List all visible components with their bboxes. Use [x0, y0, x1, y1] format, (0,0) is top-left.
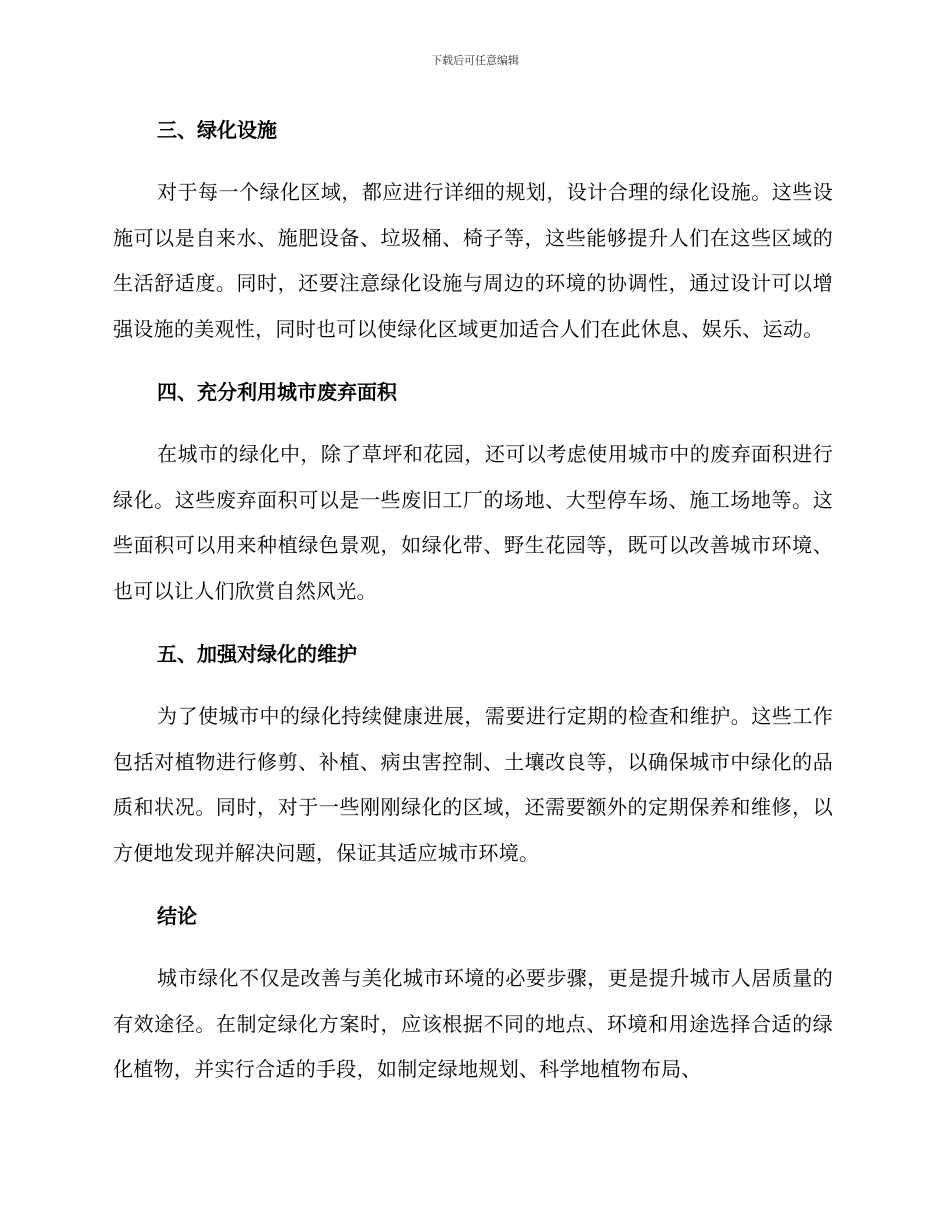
- page-header: 下载后可任意编辑: [431, 54, 519, 67]
- section-paragraph: 在城市的绿化中，除了草坪和花园，还可以考虑使用城市中的废弃面积进行绿化。这些废弃面积可以是一些废旧工厂的场地、大型停车场、施工场地等。这些面积可以用来种植绿色景观，如绿化带、野生花园等，既可以改善城市环境、也可以让人们欣赏自然风光。: [113, 442, 833, 603]
- section-paragraph: 对于每一个绿化区域，都应进行详细的规划，设计合理的绿化设施。这些设施可以是自来水、施肥设备、垃圾桶、椅子等，这些能够提升人们在这些区域的生活舒适度。同时，还要注意绿化设施与周边的环境的协调性，通过设计可以增强设施的美观性，同时也可以使绿化区域更加适合人们在此休息、娱乐、运动。: [113, 180, 833, 341]
- section-paragraph: 城市绿化不仅是改善与美化城市环境的必要步骤，更是提升城市人居质量的有效途径。在制定绿化方案时，应该根据不同的地点、环境和用途选择合适的绿化植物，并实行合适的手段，如制定绿地规划、科学地植物布局、: [113, 966, 833, 1081]
- section-green-facilities: [113, 112, 833, 352]
- section-maintenance: [113, 636, 833, 876]
- document-body: [113, 112, 833, 1115]
- section-paragraph: 为了使城市中的绿化持续健康进展，需要进行定期的检查和维护。这些工作包括对植物进行修剪、补植、病虫害控制、土壤改良等，以确保城市中绿化的品质和状况。同时，对于一些刚刚绿化的区域，还需要额外的定期保养和维修，以方便地发现并解决问题，保证其适应城市环境。: [113, 704, 833, 865]
- section-heading: 四、充分利用城市废弃面积: [157, 380, 397, 404]
- section-heading: 结论: [157, 904, 197, 928]
- section-heading: 三、绿化设施: [157, 118, 277, 142]
- section-heading: 五、加强对绿化的维护: [157, 642, 357, 666]
- section-abandoned-land: [113, 374, 833, 614]
- section-conclusion: [113, 898, 833, 1093]
